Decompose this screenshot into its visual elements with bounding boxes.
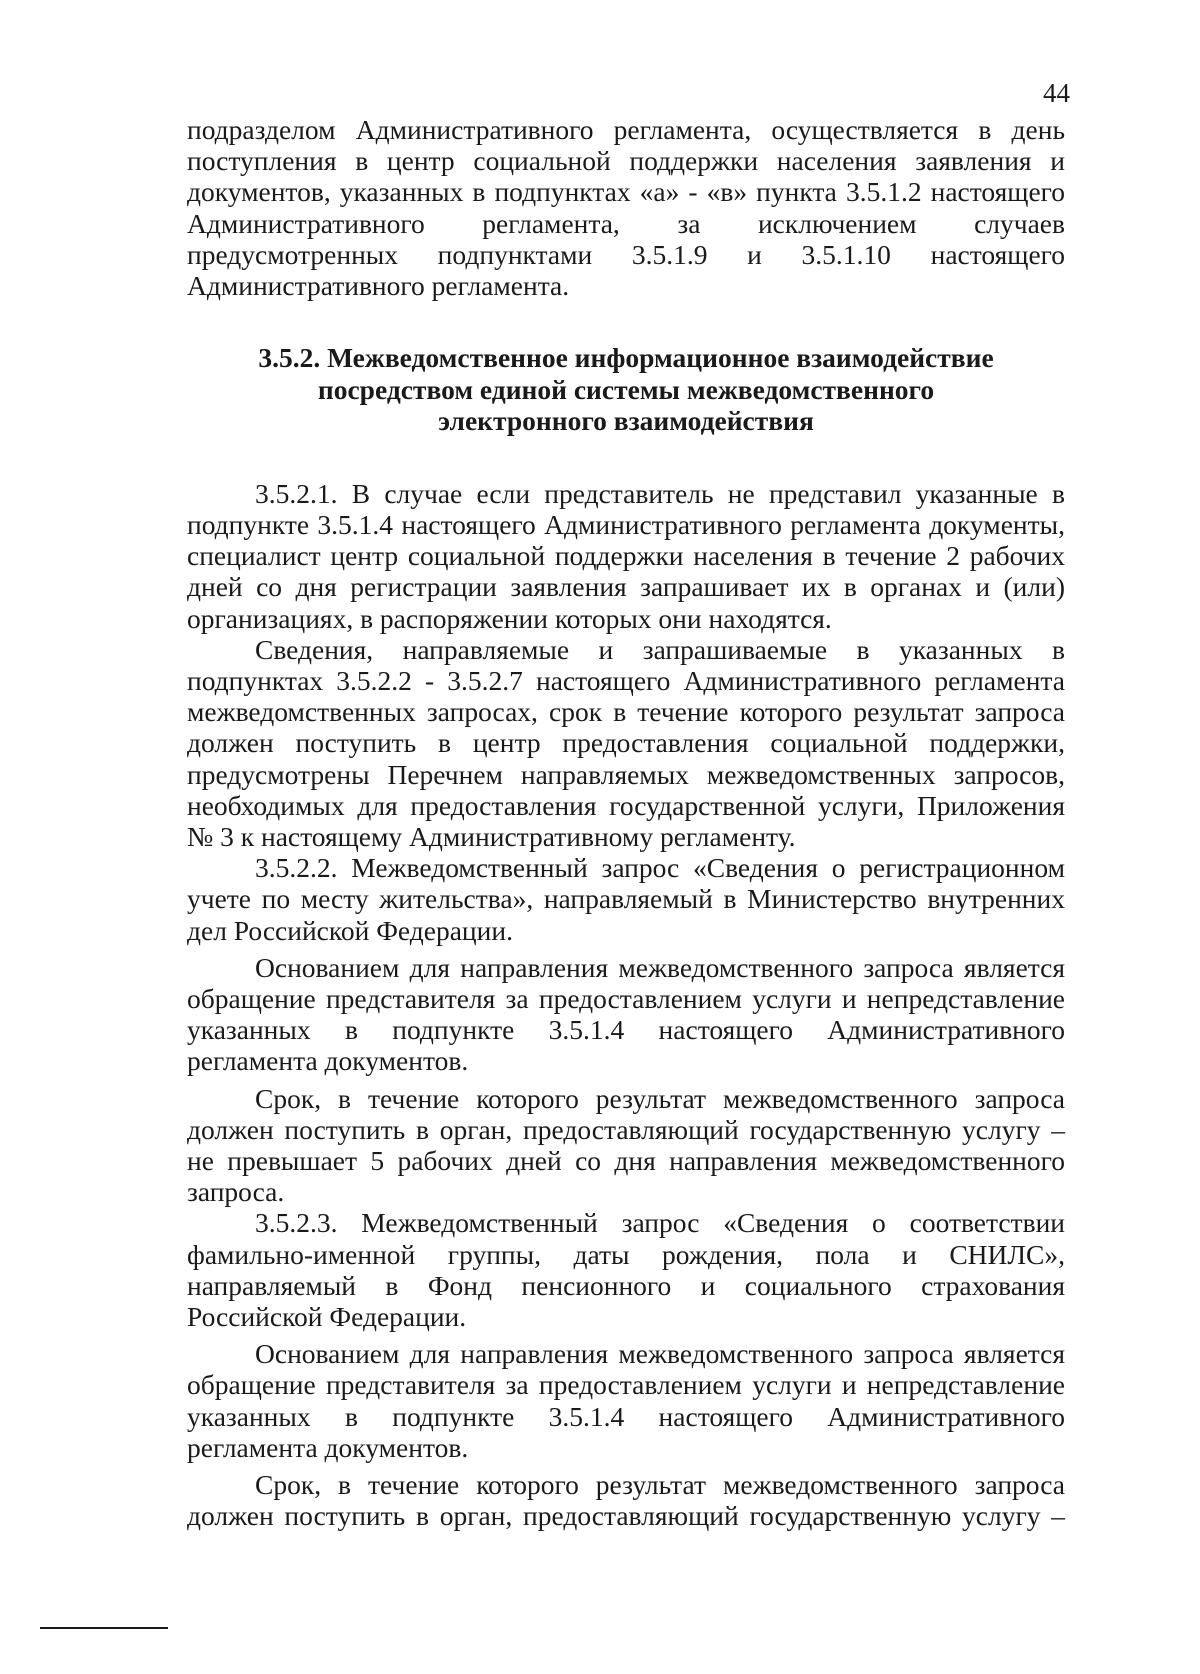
paragraph-deadline: Срок, в течение которого результат межведомственного запроса должен поступить в орган, предоставляющий государственную услугу –: [187, 1469, 1065, 1532]
section-heading-line: посредством единой системы межведомственного: [317, 373, 935, 405]
paragraph-3-5-2-2: 3.5.2.2. Межведомственный запрос «Сведения о регистрационном учете по месту жительства», направляемый в Министерство внутренних дел Российской Федерации.: [187, 852, 1065, 946]
footnote-separator: [40, 1627, 168, 1629]
paragraph-deadline: Срок, в течение которого результат межведомственного запроса должен поступить в орган, предоставляющий государственную услугу – не превышает 5 рабочих дней со дня направления межведомственного запроса.: [187, 1082, 1065, 1208]
paragraph-info-list: Сведения, направляемые и запрашиваемые в указанных в подпунктах 3.5.2.2 - 3.5.2.7 настоящего Административного регламента межведомственных запросах, срок в течение которого результат запроса должен поступить в центр предоставления социальной поддержки, предусмотрены Перечнем направляемых межведомственных запросов, необходимых для предоставления государственной услуги, Приложения № 3 к настоящему Административному регламенту.: [187, 633, 1065, 852]
section-heading: [187, 342, 1065, 437]
paragraph-3-5-2-1: 3.5.2.1. В случае если представитель не представил указанные в подпункте 3.5.1.4 настоящего Административного регламента документы, специалист центр социальной поддержки населения в течение 2 рабочих дней со дня регистрации заявления запрашивает их в органах и (или) организациях, в распоряжении которых они находятся.: [187, 477, 1065, 634]
paragraph-basis: Основанием для направления межведомственного запроса является обращение представителя за предоставлением услуги и непредставление указанных в подпункте 3.5.1.4 настоящего Административного регламента документов.: [187, 1338, 1065, 1463]
section-heading-line: электронного взаимодействия: [438, 405, 814, 437]
section-heading-line: 3.5.2. Межведомственное информационное взаимодействие: [258, 342, 994, 374]
paragraph-3-5-2-3: 3.5.2.3. Межведомственный запрос «Сведения о соответствии фамильно-именной группы, даты рождения, пола и СНИЛС», направляемый в Фонд пенсионного и социального страхования Российской Федерации.: [187, 1207, 1065, 1332]
continued-paragraph: подразделом Административного регламента, осуществляется в день поступления в центр социальной поддержки населения заявления и документов, указанных в подпунктах «а» - «в» пункта 3.5.1.2 настоящего Административного регламента, за исключением случаев предусмотренных подпунктами 3.5.1.9 и 3.5.1.10 настоящего Административного регламента.: [187, 114, 1065, 302]
document-body: [187, 114, 1065, 1531]
paragraph-basis: Основанием для направления межведомственного запроса является обращение представителя за предоставлением услуги и непредставление указанных в подпункте 3.5.1.4 настоящего Административного регламента документов.: [187, 951, 1065, 1077]
page-number: 44: [1043, 78, 1070, 108]
